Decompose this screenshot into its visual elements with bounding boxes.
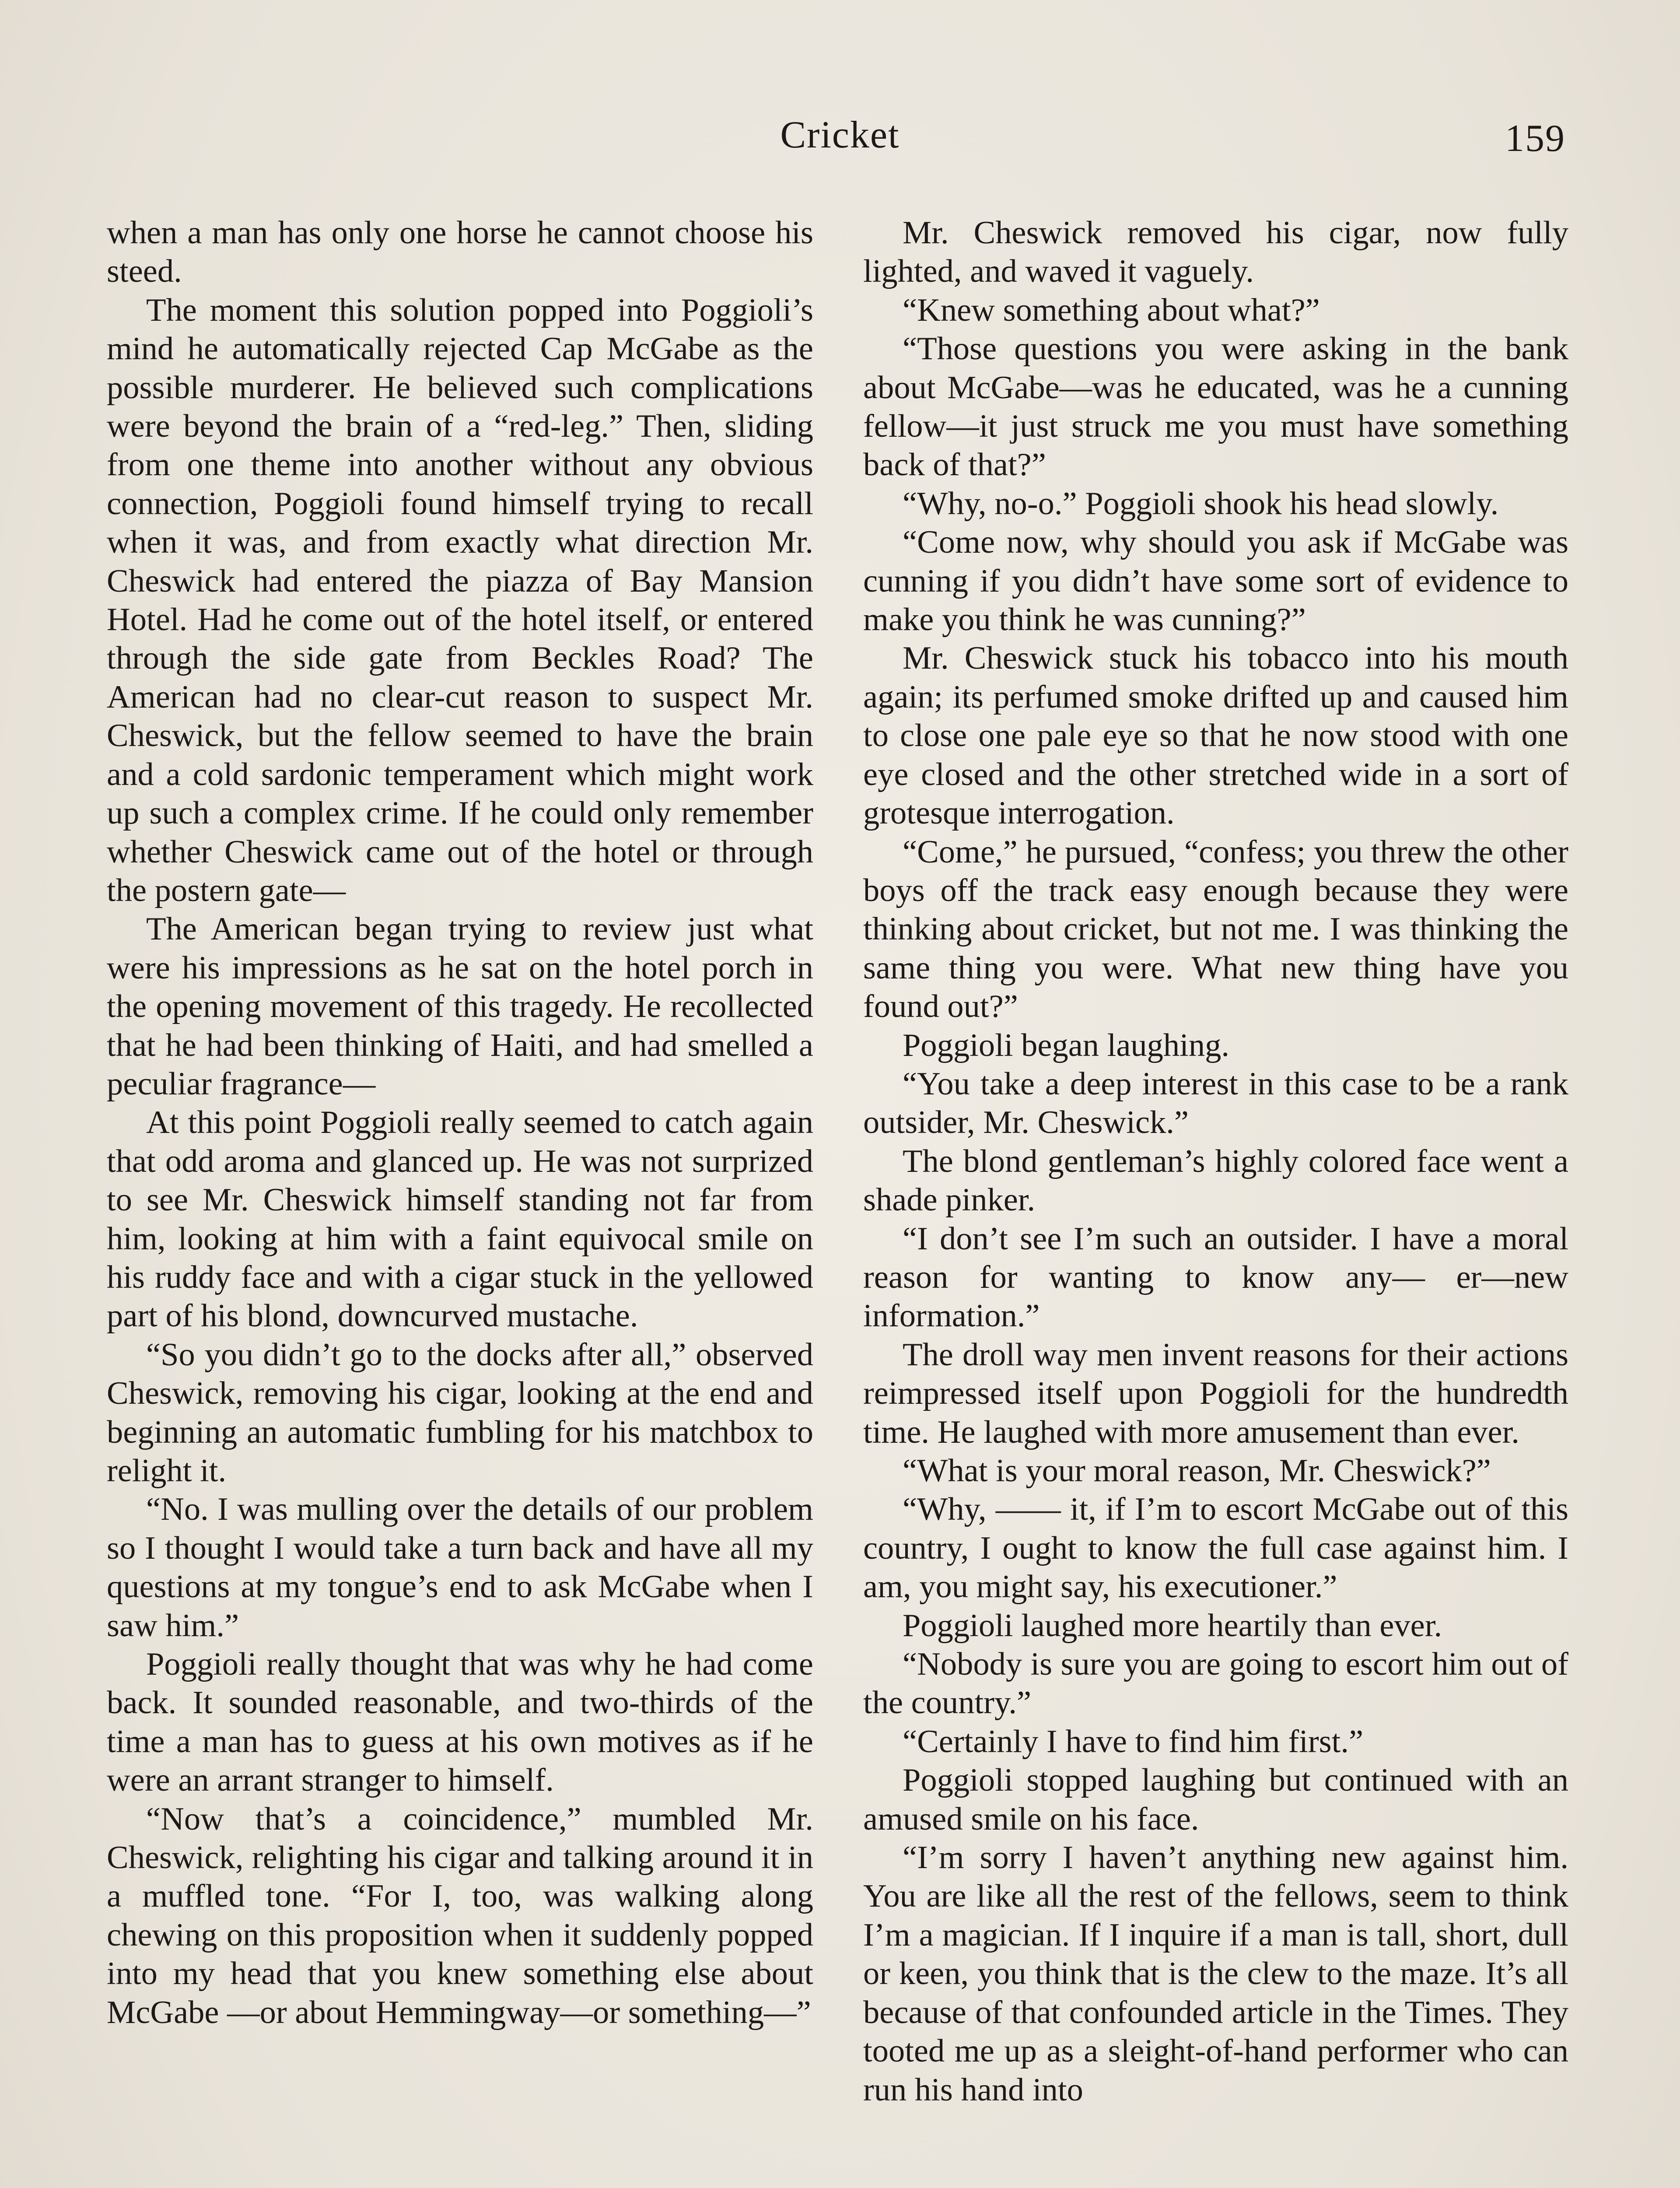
paragraph: Poggioli stopped laughing but continued with an amused smile on his face. — [863, 1762, 1568, 1837]
paragraph: At this point Poggioli really seemed to catch again that odd aroma and glanced up. He was not surprized to see Mr. Cheswick himself standing not far from him, looking at him with a faint equivocal smile on his ruddy face and with a cigar stuck in the yellowed part of his blond, downcurved mustache. — [107, 1105, 813, 1334]
paragraph: Mr. Cheswick removed his cigar, now fully lighted, and waved it vaguely. — [863, 215, 1568, 290]
paragraph: Mr. Cheswick stuck his tobacco into his mouth again; its perfumed smoke drifted up and caused him to close one pale eye so that he now stood with one eye closed and the other stretched wide in a sort of grotesque interrogation. — [863, 640, 1568, 831]
paragraph: Poggioli really thought that was why he had come back. It sounded reasonable, and two-thirds of the time a man has to guess at his own motives as if he were an arrant stranger to himself. — [107, 1646, 813, 1799]
paragraph: “Come now, why should you ask if McGabe was cunning if you didn’t have some sort of evidence to make you think he was cunning?” — [863, 524, 1568, 638]
left-text-column — [107, 214, 813, 2032]
right-text-column — [863, 214, 1568, 2109]
paragraph: “Why, no-o.” Poggioli shook his head slowly. — [903, 485, 1499, 522]
paragraph: “Come,” he pursued, “confess; you threw the other boys off the track easy enough because they were thinking about cricket, but not me. I was thinking the same thing you were. What new thing have you found out?” — [863, 834, 1568, 1025]
paragraph: “Certainly I have to find him first.” — [903, 1723, 1364, 1760]
paragraph: The blond gentleman’s highly colored face went a shade pinker. — [863, 1143, 1568, 1218]
paragraph: Poggioli began laughing. — [903, 1027, 1230, 1063]
paragraph: Poggioli laughed more heartily than ever. — [903, 1607, 1442, 1644]
paragraph: “I’m sorry I haven’t anything new against him. You are like all the rest of the fellows, seem to think I’m a magician. If I inquire if a man is tall, short, dull or keen, you think that is the clew to the maze. It’s all because of that confounded article in the Times. They tooted me up as a sleight-of-hand performer who can run his hand into — [863, 1840, 1568, 2108]
paragraph: “Those questions you were asking in the bank about McGabe—was he educated, was he a cunning fellow—it just struck me you must have something back of that?” — [863, 331, 1568, 483]
running-head — [0, 113, 1680, 165]
paragraph: when a man has only one horse he cannot choose his steed. — [107, 215, 813, 290]
paragraph: “So you didn’t go to the docks after all,” observed Cheswick, removing his cigar, looking at the end and beginning an automatic fumbling for his matchbox to relight it. — [107, 1336, 813, 1489]
paragraph: “What is your moral reason, Mr. Cheswick?” — [903, 1453, 1491, 1489]
page-number: 159 — [1505, 117, 1565, 160]
paragraph: “Now that’s a coincidence,” mumbled Mr. Cheswick, relighting his cigar and talking around it in a muffled tone. “For I, too, was walking along chewing on this proposition when it suddenly popped into my head that you knew something else about McGabe —or about Hemmingway—or something—” — [107, 1801, 813, 2030]
paragraph: “Knew something about what?” — [903, 292, 1320, 328]
paragraph: The droll way men invent reasons for their actions reimpressed itself upon Poggioli for the hundredth time. He laughed with more amusement than ever. — [863, 1336, 1568, 1450]
paragraph: “You take a deep interest in this case to be a rank outsider, Mr. Cheswick.” — [863, 1066, 1568, 1141]
paragraph: “Why, —— it, if I’m to escort McGabe out of this country, I ought to know the full case against him. I am, you might say, his executioner.” — [863, 1491, 1568, 1605]
paragraph: The American began trying to review just what were his impressions as he sat on the hotel porch in the opening movement of this tragedy. He recollected that he had been thinking of Haiti, and had smelled a peculiar fragrance— — [107, 911, 813, 1102]
paragraph: “No. I was mulling over the details of our problem so I thought I would take a turn back and have all my questions at my tongue’s end to ask McGabe when I saw him.” — [107, 1491, 813, 1644]
paragraph: “Nobody is sure you are going to escort him out of the country.” — [863, 1646, 1568, 1721]
running-title: Cricket — [780, 114, 900, 156]
paragraph: The moment this solution popped into Poggioli’s mind he automatically rejected Cap McGabe as the possible murderer. He believed such complications were beyond the brain of a “red-leg.” Then, sliding from one theme into another without any obvious connection, Poggioli found himself trying to recall when it was, and from exactly what direction Mr. Cheswick had entered the piazza of Bay Mansion Hotel. Had he come out of the hotel itself, or entered through the side gate from Beckles Road? The American had no clear-cut reason to suspect Mr. Cheswick, but the fellow seemed to have the brain and a cold sardonic temperament which might work up such a complex crime. If he could only remember whether Cheswick came out of the hotel or through the postern gate— — [107, 292, 813, 908]
paragraph: “I don’t see I’m such an outsider. I have a moral reason for wanting to know any— er—new information.” — [863, 1220, 1568, 1334]
